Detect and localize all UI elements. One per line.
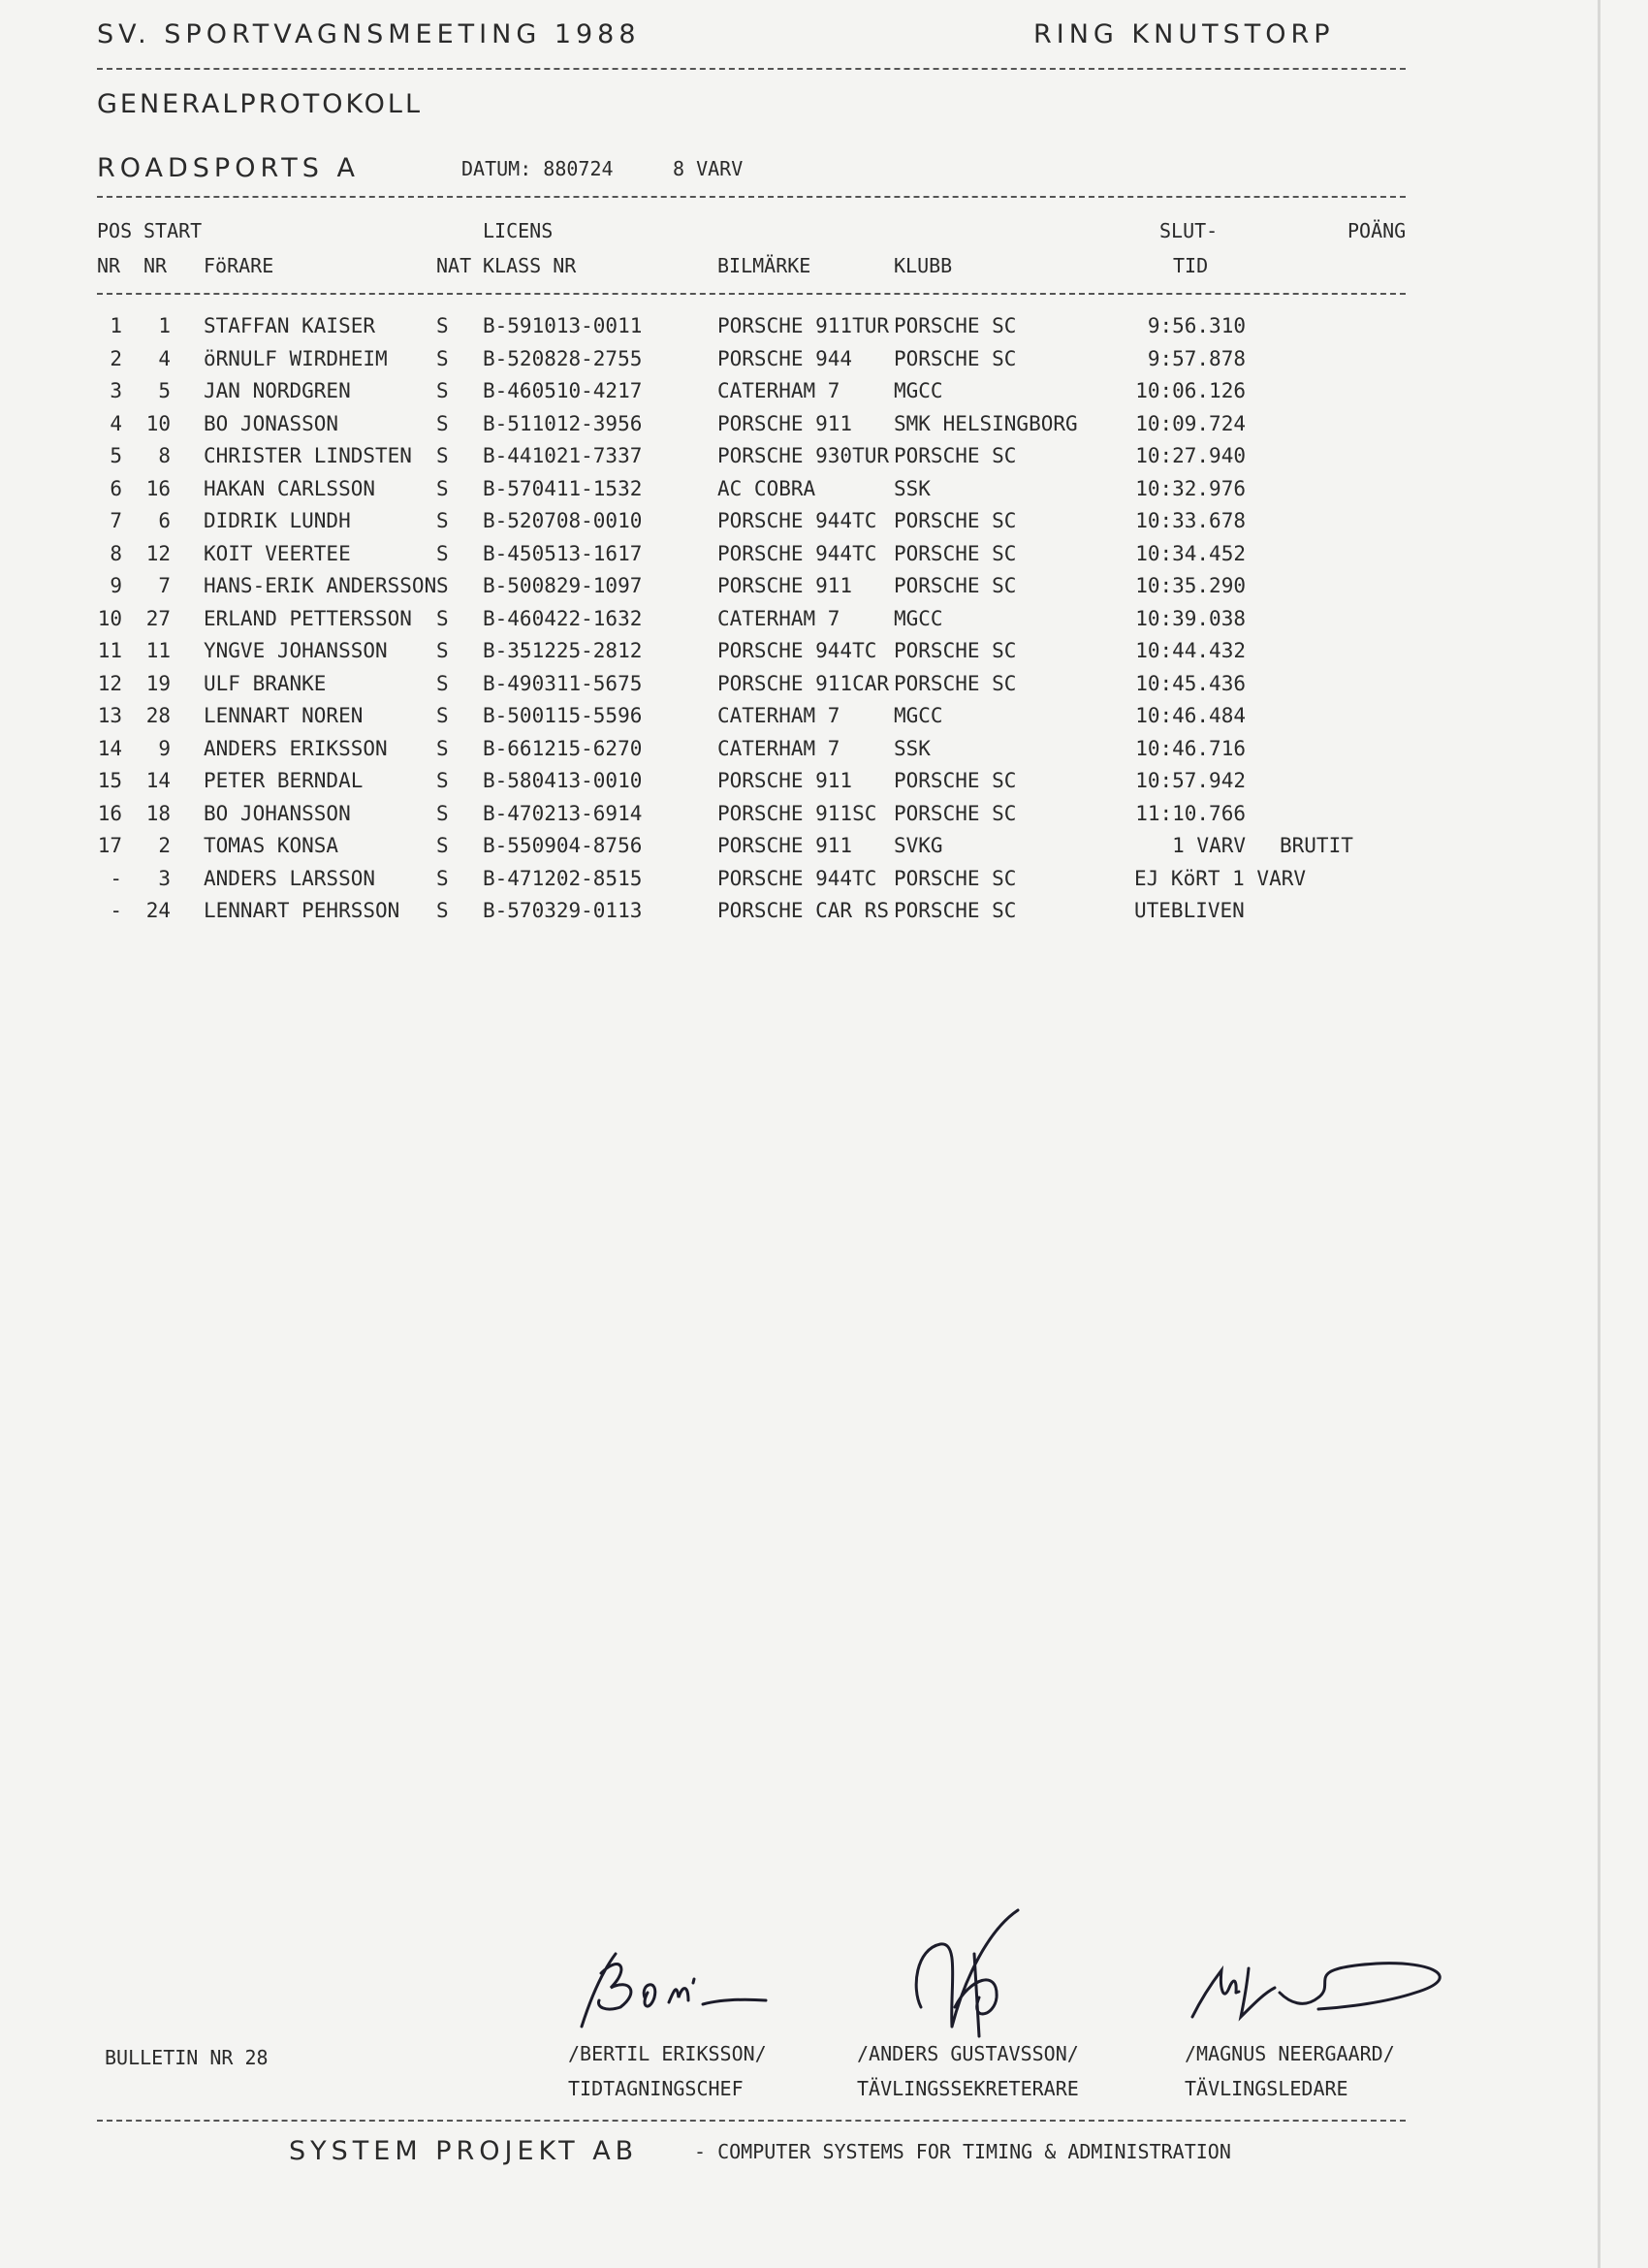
cell-start: 18 <box>145 802 171 825</box>
cell-time: UTEBLIVEN <box>1134 899 1245 922</box>
cell-nat: S <box>436 899 449 922</box>
cell-car: PORSCHE 911CAR <box>717 672 890 695</box>
col-pos-top: POS <box>97 219 133 242</box>
table-row <box>0 834 1551 867</box>
cell-car: PORSCHE 944TC <box>717 542 877 565</box>
cell-name: ULF BRANKE <box>204 672 327 695</box>
cell-car: CATERHAM 7 <box>717 607 840 630</box>
signatory-name: /ANDERS GUSTAVSSON/ <box>857 2042 1079 2065</box>
cell-lic: B-471202-8515 <box>483 867 643 890</box>
cell-time: 10:46.484 <box>1135 704 1246 727</box>
cell-start: 11 <box>145 639 171 662</box>
cell-lic: B-591013-0011 <box>483 314 643 337</box>
table-row <box>0 672 1551 705</box>
cell-pos: 3 <box>110 379 122 402</box>
cell-club: SMK HELSINGBORG <box>894 412 1078 435</box>
cell-car: PORSCHE 911 <box>717 412 853 435</box>
cell-car: PORSCHE 944TC <box>717 639 877 662</box>
cell-lic: B-580413-0010 <box>483 769 643 792</box>
race-date: DATUM: 880724 <box>461 157 614 180</box>
cell-club: PORSCHE SC <box>894 444 1017 467</box>
cell-start: 3 <box>158 867 171 890</box>
table-row <box>0 639 1551 672</box>
cell-time: 10:57.942 <box>1135 769 1246 792</box>
cell-time: 9:56.310 <box>1147 314 1246 337</box>
signatory-name: /BERTIL ERIKSSON/ <box>568 2042 767 2065</box>
signature-magnus <box>1183 1949 1474 2036</box>
cell-club: MGCC <box>894 607 943 630</box>
cell-lic: B-500829-1097 <box>483 574 643 597</box>
cell-car: CATERHAM 7 <box>717 737 840 760</box>
cell-nat: S <box>436 704 449 727</box>
cell-start: 12 <box>145 542 171 565</box>
cell-nat: S <box>436 607 449 630</box>
table-row <box>0 542 1551 575</box>
cell-car: AC COBRA <box>717 477 816 500</box>
cell-name: BO JONASSON <box>204 412 339 435</box>
col-club: KLUBB <box>894 254 953 277</box>
cell-start: 27 <box>145 607 171 630</box>
col-start-bottom: NR <box>143 254 168 277</box>
cell-lic: B-460422-1632 <box>483 607 643 630</box>
cell-car: PORSCHE 911 <box>717 574 853 597</box>
signatory-title: TIDTAGNINGSCHEF <box>568 2077 744 2100</box>
cell-pos: 13 <box>97 704 122 727</box>
cell-club: SSK <box>894 737 931 760</box>
cell-name: LENNART PEHRSSON <box>204 899 400 922</box>
bulletin-number: BULLETIN NR 28 <box>105 2046 269 2069</box>
cell-pos: 4 <box>110 412 122 435</box>
cell-car: PORSCHE 944 <box>717 347 853 370</box>
signatory-title: TÄVLINGSSEKRETERARE <box>857 2077 1079 2100</box>
cell-club: SSK <box>894 477 931 500</box>
table-row <box>0 347 1551 380</box>
cell-pos: 11 <box>97 639 122 662</box>
signatory-title: TÄVLINGSLEDARE <box>1185 2077 1348 2100</box>
cell-time: EJ KöRT 1 VARV <box>1134 867 1307 890</box>
cell-name: HAKAN CARLSSON <box>204 477 376 500</box>
cell-club: SVKG <box>894 834 943 857</box>
cell-nat: S <box>436 574 449 597</box>
col-start-top: START <box>143 219 203 242</box>
table-row <box>0 769 1551 802</box>
cell-pos: 8 <box>110 542 122 565</box>
cell-lic: B-511012-3956 <box>483 412 643 435</box>
cell-lic: B-520708-0010 <box>483 509 643 532</box>
cell-club: PORSCHE SC <box>894 347 1017 370</box>
cell-name: ANDERS ERIKSSON <box>204 737 388 760</box>
col-points: POÄNG <box>1347 219 1407 242</box>
table-row <box>0 314 1551 347</box>
col-time-bottom: TID <box>1173 254 1209 277</box>
cell-pos: 2 <box>110 347 122 370</box>
cell-start: 9 <box>158 737 171 760</box>
cell-lic: B-450513-1617 <box>483 542 643 565</box>
cell-lic: B-460510-4217 <box>483 379 643 402</box>
cell-time: 10:39.038 <box>1135 607 1246 630</box>
page-edge <box>1598 0 1600 2268</box>
cell-car: PORSCHE CAR RS <box>717 899 890 922</box>
cell-pos: 1 <box>110 314 122 337</box>
cell-name: KOIT VEERTEE <box>204 542 351 565</box>
cell-nat: S <box>436 639 449 662</box>
protocol-title: GENERALPROTOKOLL <box>97 89 424 119</box>
divider <box>97 293 1406 295</box>
cell-club: PORSCHE SC <box>894 899 1017 922</box>
cell-name: DIDRIK LUNDH <box>204 509 351 532</box>
table-row <box>0 867 1551 900</box>
cell-nat: S <box>436 412 449 435</box>
cell-pos: - <box>110 867 122 890</box>
cell-lic: B-490311-5675 <box>483 672 643 695</box>
cell-club: PORSCHE SC <box>894 769 1017 792</box>
cell-name: HANS-ERIK ANDERSSON <box>204 574 437 597</box>
cell-nat: S <box>436 672 449 695</box>
table-row <box>0 607 1551 640</box>
cell-name: YNGVE JOHANSSON <box>204 639 388 662</box>
table-row <box>0 574 1551 607</box>
cell-nat: S <box>436 477 449 500</box>
cell-lic: B-500115-5596 <box>483 704 643 727</box>
cell-lic: B-441021-7337 <box>483 444 643 467</box>
cell-car: PORSCHE 944TC <box>717 867 877 890</box>
cell-name: BO JOHANSSON <box>204 802 351 825</box>
cell-car: CATERHAM 7 <box>717 379 840 402</box>
cell-name: ERLAND PETTERSSON <box>204 607 412 630</box>
event-title: SV. SPORTVAGNSMEETING 1988 <box>97 19 641 49</box>
cell-pos: 10 <box>97 607 122 630</box>
signature-anders <box>882 1901 1057 2056</box>
cell-pos: 17 <box>97 834 122 857</box>
table-row <box>0 379 1551 412</box>
cell-club: PORSCHE SC <box>894 509 1017 532</box>
table-row <box>0 737 1551 770</box>
cell-start: 5 <box>158 379 171 402</box>
cell-club: PORSCHE SC <box>894 802 1017 825</box>
cell-name: STAFFAN KAISER <box>204 314 376 337</box>
cell-time: 10:46.716 <box>1135 737 1246 760</box>
cell-club: PORSCHE SC <box>894 574 1017 597</box>
cell-lic: B-470213-6914 <box>483 802 643 825</box>
cell-name: JAN NORDGREN <box>204 379 351 402</box>
cell-nat: S <box>436 542 449 565</box>
cell-nat: S <box>436 867 449 890</box>
cell-car: CATERHAM 7 <box>717 704 840 727</box>
cell-pos: 16 <box>97 802 122 825</box>
cell-club: MGCC <box>894 704 943 727</box>
cell-lic: B-570411-1532 <box>483 477 643 500</box>
class-name: ROADSPORTS A <box>97 153 360 183</box>
company-tagline: - COMPUTER SYSTEMS FOR TIMING & ADMINISTRATION <box>694 2140 1231 2163</box>
cell-club: PORSCHE SC <box>894 542 1017 565</box>
col-car: BILMÄRKE <box>717 254 811 277</box>
signatory-name: /MAGNUS NEERGAARD/ <box>1185 2042 1395 2065</box>
cell-start: 1 <box>158 314 171 337</box>
cell-name: CHRISTER LINDSTEN <box>204 444 412 467</box>
cell-time: 11:10.766 <box>1135 802 1246 825</box>
cell-start: 16 <box>145 477 171 500</box>
table-row <box>0 704 1551 737</box>
cell-time: 10:44.432 <box>1135 639 1246 662</box>
cell-pos: 12 <box>97 672 122 695</box>
divider <box>97 2120 1406 2122</box>
cell-name: öRNULF WIRDHEIM <box>204 347 388 370</box>
cell-nat: S <box>436 769 449 792</box>
lap-count: 8 VARV <box>673 157 744 180</box>
cell-name: LENNART NOREN <box>204 704 364 727</box>
table-row <box>0 477 1551 510</box>
cell-time: 10:45.436 <box>1135 672 1246 695</box>
cell-time: 10:09.724 <box>1135 412 1246 435</box>
cell-start: 8 <box>158 444 171 467</box>
col-time-top: SLUT- <box>1159 219 1219 242</box>
cell-nat: S <box>436 737 449 760</box>
cell-time: 10:33.678 <box>1135 509 1246 532</box>
cell-lic: B-570329-0113 <box>483 899 643 922</box>
cell-start: 6 <box>158 509 171 532</box>
col-license-bottom: KLASS NR <box>483 254 577 277</box>
cell-car: PORSCHE 911 <box>717 769 853 792</box>
cell-nat: S <box>436 802 449 825</box>
cell-start: 19 <box>145 672 171 695</box>
cell-time: 10:32.976 <box>1135 477 1246 500</box>
company-name: SYSTEM PROJEKT AB <box>289 2136 639 2166</box>
cell-car: PORSCHE 930TUR <box>717 444 890 467</box>
cell-car: PORSCHE 944TC <box>717 509 877 532</box>
table-row <box>0 444 1551 477</box>
cell-start: 4 <box>158 347 171 370</box>
cell-pos: - <box>110 899 122 922</box>
col-driver: FöRARE <box>204 254 274 277</box>
cell-name: ANDERS LARSSON <box>204 867 376 890</box>
cell-car: PORSCHE 911 <box>717 834 853 857</box>
cell-nat: S <box>436 347 449 370</box>
table-row <box>0 509 1551 542</box>
cell-time: 9:57.878 <box>1147 347 1246 370</box>
cell-lic: B-550904-8756 <box>483 834 643 857</box>
venue: RING KNUTSTORP <box>1033 19 1335 49</box>
cell-name: PETER BERNDAL <box>204 769 364 792</box>
cell-status: BRUTIT <box>1280 834 1353 857</box>
col-pos-bottom: NR <box>97 254 121 277</box>
cell-pos: 15 <box>97 769 122 792</box>
cell-nat: S <box>436 314 449 337</box>
cell-start: 7 <box>158 574 171 597</box>
cell-pos: 5 <box>110 444 122 467</box>
cell-time: 10:34.452 <box>1135 542 1246 565</box>
cell-start: 28 <box>145 704 171 727</box>
cell-nat: S <box>436 834 449 857</box>
cell-club: PORSCHE SC <box>894 867 1017 890</box>
divider <box>97 68 1406 70</box>
cell-pos: 7 <box>110 509 122 532</box>
cell-start: 14 <box>145 769 171 792</box>
cell-nat: S <box>436 509 449 532</box>
cell-car: PORSCHE 911TUR <box>717 314 890 337</box>
cell-club: PORSCHE SC <box>894 639 1017 662</box>
cell-time: 10:35.290 <box>1135 574 1246 597</box>
cell-start: 10 <box>145 412 171 435</box>
divider <box>97 196 1406 198</box>
table-row <box>0 899 1551 932</box>
cell-lic: B-520828-2755 <box>483 347 643 370</box>
table-row <box>0 412 1551 445</box>
col-license-top: LICENS <box>483 219 554 242</box>
cell-start: 24 <box>145 899 171 922</box>
cell-pos: 9 <box>110 574 122 597</box>
cell-time: 1 VARV <box>1172 834 1246 857</box>
cell-name: TOMAS KONSA <box>204 834 339 857</box>
signature-bertil <box>562 1915 853 2041</box>
cell-start: 2 <box>158 834 171 857</box>
cell-lic: B-351225-2812 <box>483 639 643 662</box>
cell-pos: 6 <box>110 477 122 500</box>
cell-car: PORSCHE 911SC <box>717 802 877 825</box>
col-nat: NAT <box>436 254 472 277</box>
cell-club: MGCC <box>894 379 943 402</box>
cell-pos: 14 <box>97 737 122 760</box>
cell-lic: B-661215-6270 <box>483 737 643 760</box>
cell-club: PORSCHE SC <box>894 672 1017 695</box>
cell-time: 10:27.940 <box>1135 444 1246 467</box>
cell-nat: S <box>436 444 449 467</box>
table-row <box>0 802 1551 835</box>
cell-club: PORSCHE SC <box>894 314 1017 337</box>
cell-nat: S <box>436 379 449 402</box>
cell-time: 10:06.126 <box>1135 379 1246 402</box>
